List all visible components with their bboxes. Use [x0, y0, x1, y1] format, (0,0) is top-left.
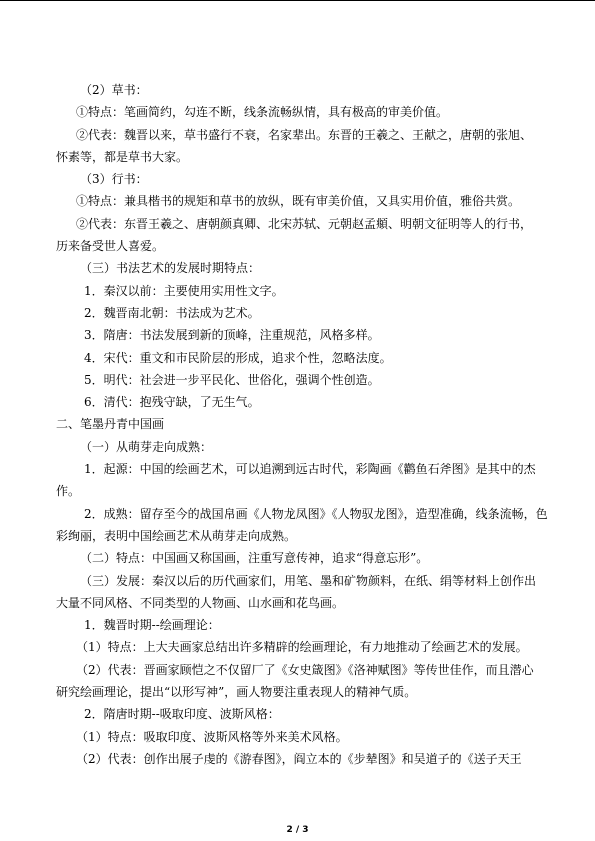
paragraph-continuation: 彩绚丽，表明中国绘画艺术从萌芽走向成熟。: [56, 528, 297, 543]
paragraph: ②代表：魏晋以来，草书盛行不衰，名家辈出。东晋的王羲之、王献之，唐朝的张旭、: [76, 127, 533, 142]
paragraph: ①特点：兼具楷书的规矩和草书的放纵，既有审美价值，又具实用价值，雅俗共赏。: [76, 194, 521, 209]
document-body: [56, 79, 546, 770]
paragraph-continuation: 历来备受世人喜爱。: [56, 239, 165, 254]
list-item: 1．秦汉以前：主要使用实用性文字。: [84, 283, 284, 298]
paragraph: （1）特点：吸取印度、波斯风格等外来美术风格。: [76, 729, 348, 744]
section-heading: （三）书法艺术的发展时期特点：: [80, 261, 261, 276]
heading-cursive: （2）草书：: [80, 83, 148, 97]
paragraph: （1）特点：上大夫画家总结出许多精辟的绘画理论，有力地推动了绘画艺术的发展。: [76, 640, 528, 655]
section-heading: （一）从萌芽走向成熟：: [80, 439, 213, 454]
paragraph: （2）代表：晋画家顾恺之不仅留厂了《女史箴图》《洛神赋图》等传世佳作，而且潜心: [76, 662, 534, 677]
list-item: 2．魏晋南北朝：书法成为艺术。: [84, 305, 260, 320]
paragraph-continuation: 怀素等，都是草书大家。: [56, 149, 189, 164]
list-item: 3．隋唐：书法发展到新的顶峰，注重规范，风格多样。: [84, 328, 380, 343]
list-item: 5．明代：社会进一步平民化、世俗化，强调个性创造。: [84, 372, 380, 387]
list-item: 6．清代：抱残守缺，了无生气。: [84, 395, 260, 410]
paragraph-continuation: 研究绘画理论，提出“以形写神”，画人物要注重表现人的精神气质。: [56, 685, 417, 700]
paragraph: ②代表：东晋王羲之、唐朝颜真卿、北宋苏轼、元朝赵孟頫、明朝文征明等人的行书，: [76, 216, 533, 231]
chapter-heading: 二、笔墨丹青中国画: [56, 417, 165, 432]
section-heading: （三）发展：秦汉以后的历代画家们，用笔、墨和矿物颜料，在纸、绢等材料上创作出: [80, 573, 537, 588]
list-item: 1．魏晋时期--绘画理论：: [84, 618, 220, 633]
list-item: 4．宋代：重文和市民阶层的形成，追求个性，忽略法度。: [84, 350, 392, 365]
section-heading: （二）特点：中国画又称国画，注重写意传神，追求“得意忘形”。: [80, 551, 429, 566]
list-item: 2．隋唐时期--吸取印度、波斯风格：: [84, 707, 280, 722]
paragraph-continuation: 大量不同风格、不同类型的人物画、山水画和花鸟画。: [56, 595, 345, 610]
list-item: 2．成熟：留存至今的战国帛画《人物龙凤图》《人物驭龙图》，造型准确，线条流畅，色: [84, 506, 548, 521]
heading-running-script: （3）行书：: [80, 172, 148, 187]
page-number: 2 / 3: [286, 825, 309, 835]
list-item: 1．起源：中国的绘画艺术，可以追溯到远古时代，彩陶画《鹳鱼石斧图》是其中的杰: [84, 462, 536, 477]
paragraph: ①特点：笔画简约，勾连不断，线条流畅纵情，具有极高的审美价值。: [76, 105, 449, 120]
header-rule: [0, 0, 595, 1]
paragraph: （2）代表：创作出展子虔的《游春图》，阎立本的《步辇图》和吴道子的《送子天王: [76, 751, 522, 766]
paragraph-continuation: 作。: [56, 484, 81, 499]
